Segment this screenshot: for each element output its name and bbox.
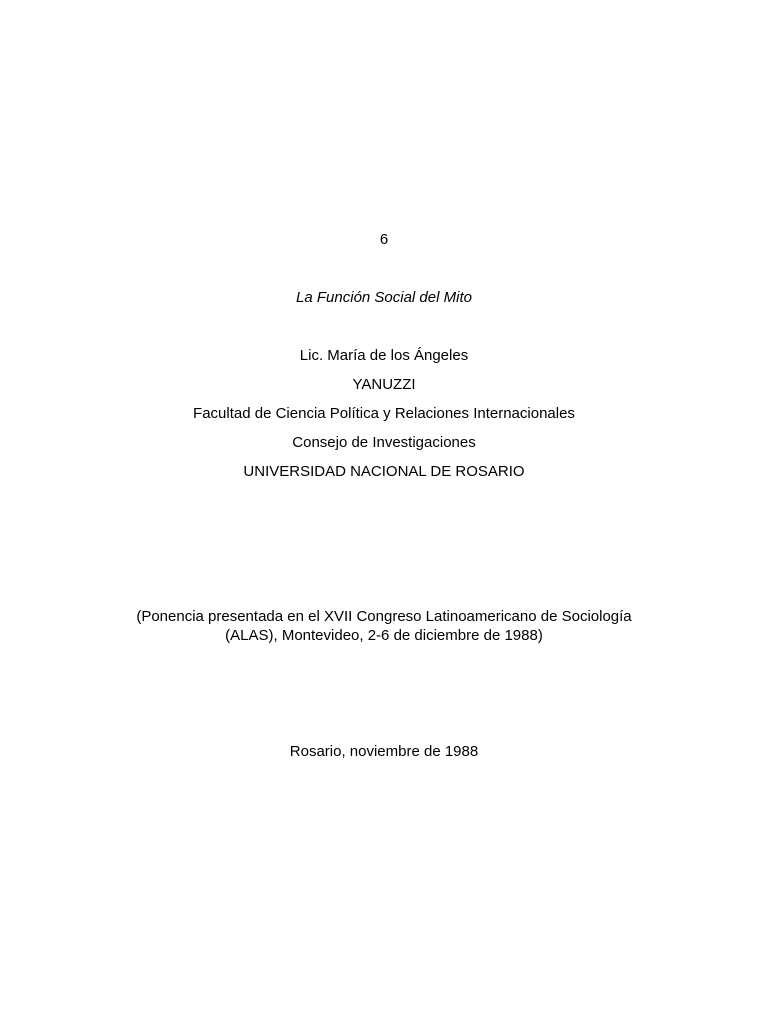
- faculty-name: Facultad de Ciencia Política y Relaciones Internacionales: [193, 405, 575, 422]
- document-title: La Función Social del Mito: [296, 289, 472, 306]
- place-date: Rosario, noviembre de 1988: [289, 743, 479, 760]
- author-surname: YANUZZI: [352, 376, 416, 393]
- page-number: 6: [379, 231, 389, 248]
- presentation-note-line-2: (ALAS), Montevideo, 2-6 de diciembre de 1988): [225, 627, 543, 644]
- author-name: Lic. María de los Ángeles: [299, 347, 469, 364]
- council-name: Consejo de Investigaciones: [292, 434, 476, 451]
- university-name: UNIVERSIDAD NACIONAL DE ROSARIO: [243, 463, 525, 480]
- presentation-note-line-1: (Ponencia presentada en el XVII Congreso Latinoamericano de Sociología: [136, 608, 632, 625]
